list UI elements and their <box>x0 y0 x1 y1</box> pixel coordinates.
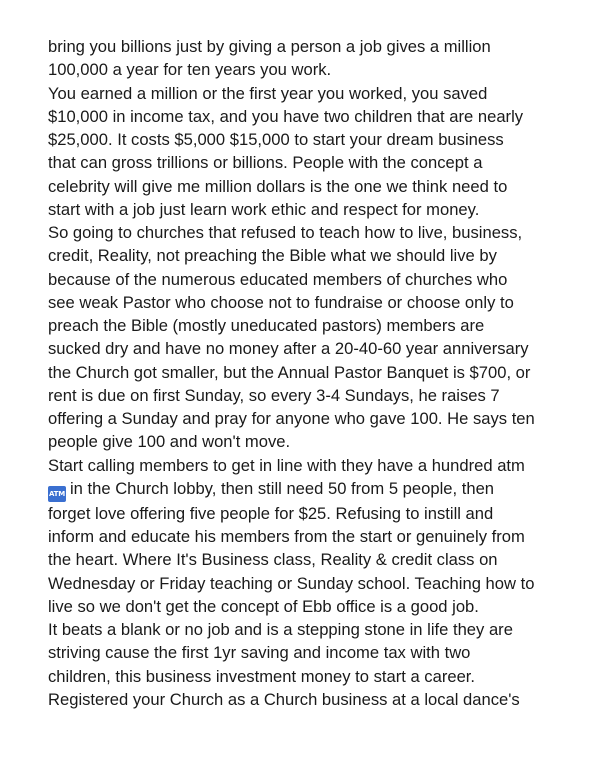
text-line: You earned a million or the first year you worked, you saved <box>48 83 488 103</box>
text-line: children, this business investment money to start a career. <box>48 666 476 686</box>
text-line: 100,000 a year for ten years you work. <box>48 60 332 80</box>
text-line: people give 100 and won't move. <box>48 432 291 452</box>
text-line: inform and educate his members from the start or genuinely from <box>48 527 525 546</box>
text-line: in the Church lobby, then still need 50 from 5 people, then <box>70 478 495 498</box>
text-line: forget love offering five people for $25. Refusing to instill and <box>48 503 494 523</box>
text-line: So going to churches that refused to teach how to live, business, <box>48 223 523 242</box>
text-line: preach the Bible (mostly uneducated pastors) members are <box>48 316 485 335</box>
text-line: start with a job just learn work ethic and respect for money. <box>48 199 480 219</box>
text-line: Start calling members to get in line with they have a hundred atm <box>48 455 525 475</box>
text-line: $25,000. It costs $5,000 $15,000 to start your dream business <box>48 130 504 149</box>
text-line: see weak Pastor who choose not to fundraise or choose only to <box>48 292 514 312</box>
text-line: $10,000 in income tax, and you have two children that are nearly <box>48 106 524 126</box>
text-line: the heart. Where It's Business class, Reality & credit class on <box>48 550 498 570</box>
text-line: celebrity will give me million dollars is the one we think need to <box>48 176 508 196</box>
text-line: It beats a blank or no job and is a stepping stone in life they are <box>48 620 513 639</box>
text-line: because of the numerous educated members of churches who <box>48 269 508 289</box>
text-line: sucked dry and have no money after a 20-40-60 year anniversary <box>48 339 529 359</box>
text-line: rent is due on first Sunday, so every 3-4 Sundays, he raises 7 <box>48 385 500 405</box>
text-line: offering a Sunday and pray for anyone who gave 100. He says ten <box>48 409 535 428</box>
text-line: Wednesday or Friday teaching or Sunday school. Teaching how to <box>48 573 535 593</box>
text-line: bring you billions just by giving a person a job gives a million <box>48 37 491 56</box>
text-line: that can gross trillions or billions. People with the concept a <box>48 153 483 173</box>
text-line-with-icon <box>48 477 568 502</box>
text-line: the Church got smaller, but the Annual Pastor Banquet is $700, or <box>48 362 531 382</box>
atm-icon: ATM <box>48 486 66 502</box>
body-text <box>48 35 568 711</box>
text-line: striving cause the first 1yr saving and income tax with two <box>48 643 471 663</box>
text-line: Registered your Church as a Church business at a local dance's <box>48 689 520 709</box>
text-line: live so we don't get the concept of Ebb office is a good job. <box>48 596 479 616</box>
text-line: credit, Reality, not preaching the Bible what we should live by <box>48 246 497 266</box>
